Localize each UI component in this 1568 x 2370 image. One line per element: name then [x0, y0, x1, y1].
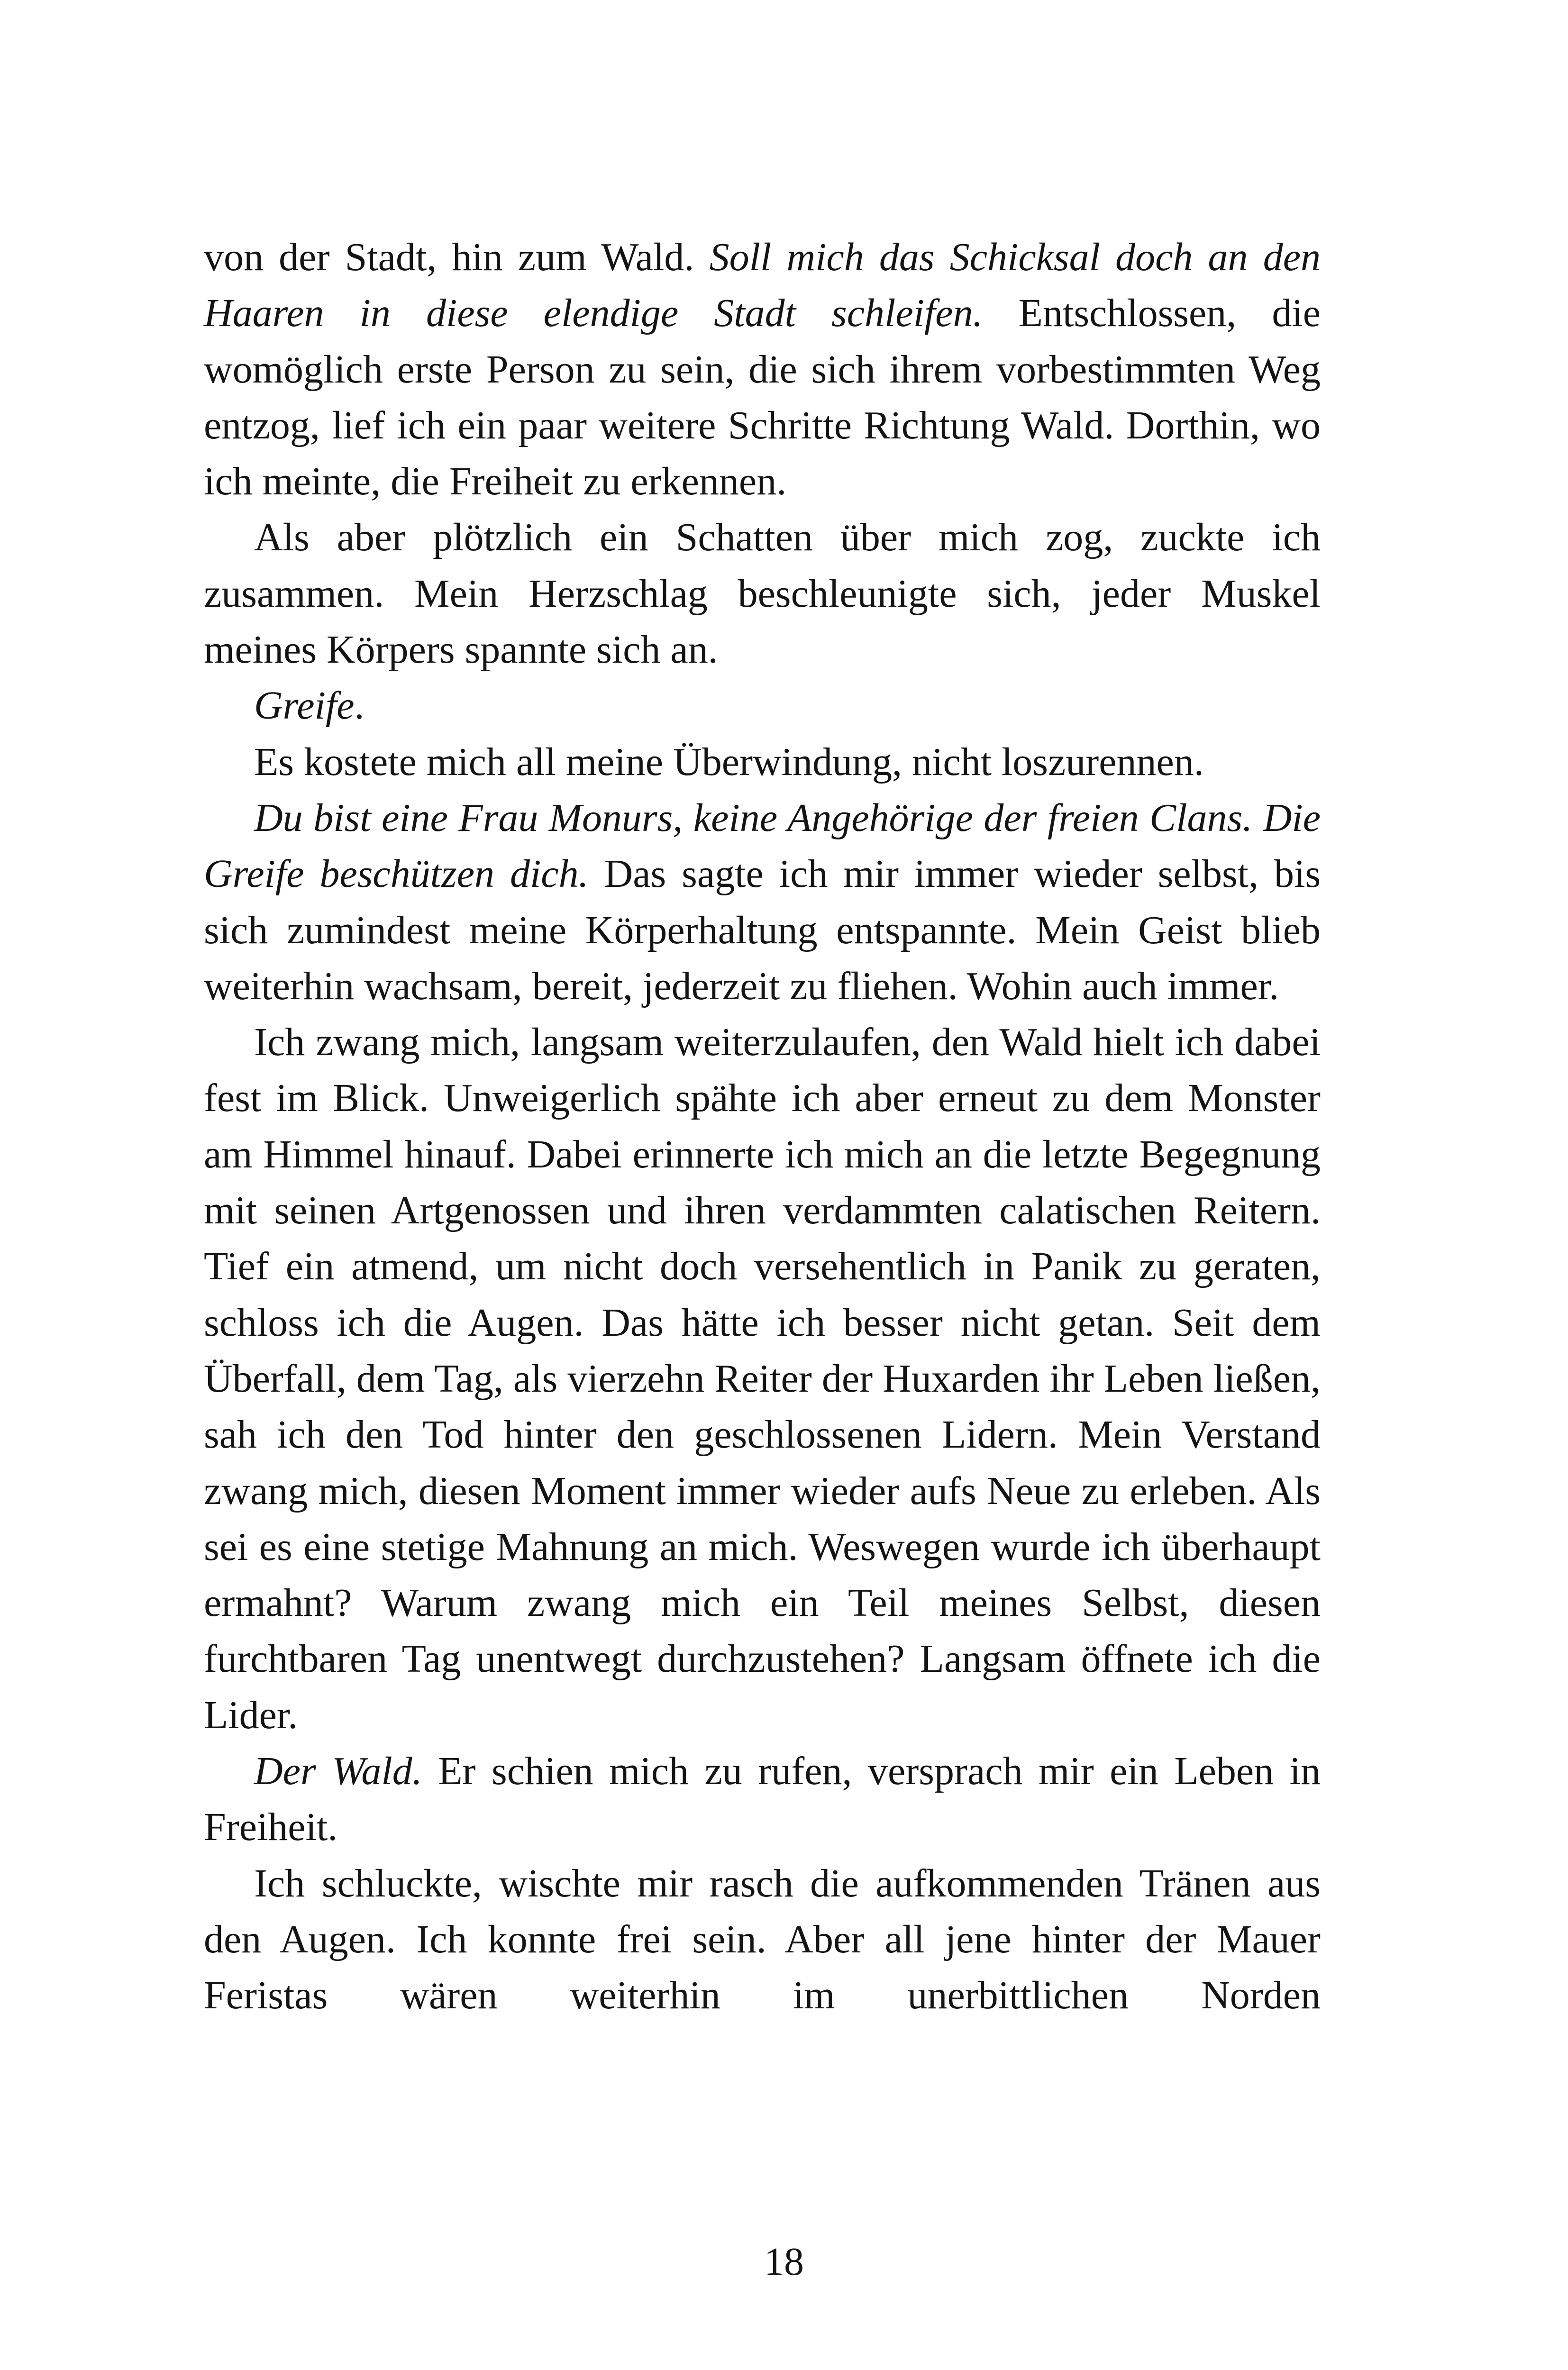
paragraph — [204, 1743, 1321, 1856]
text-segment: Als aber plötzlich ein Schatten über mich zog, zuckte ich zusammen. Mein Herzschlag beschleunigte sich, jeder Muskel meines Körpers spannte sich an. — [204, 515, 1321, 672]
italic-text-segment: Greife — [254, 684, 355, 728]
paragraph — [204, 734, 1321, 790]
text-segment: . — [354, 684, 365, 728]
paragraph — [204, 229, 1321, 510]
paragraph — [204, 1014, 1321, 1743]
page-number: 18 — [764, 2240, 804, 2284]
text-segment: Ich zwang mich, langsam weiterzulaufen, den Wald hielt ich dabei fest im Blick. Unweigerlich spähte ich aber erneut zu dem Monster am Himmel hinauf. Dabei erinnerte ich mich an die letzte Begegnung mit seinen Artgenossen und ihren verdammten calatischen Reitern. Tief ein atmend, um nicht doch versehentlich in Panik zu geraten, schloss ich die Augen. Das hätte ich besser nicht getan. Seit dem Überfall, dem Tag, als vierzehn Reiter der Huxarden ihr Leben ließen, sah ich den Tod hinter den geschlossenen Lidern. Mein Verstand zwang mich, diesen Moment immer wieder aufs Neue zu erleben. Als sei es eine stetige Mahnung an mich. Weswegen wurde ich überhaupt ermahnt? Warum zwang mich ein Teil meines Selbst, diesen furchtbaren Tag unentwegt durchzustehen? Langsam öffnete ich die Lider. — [204, 1020, 1321, 1737]
italic-text-segment: Du bist eine Frau Monurs, keine Angehörige der freien Clans. Die Greife beschützen dich. — [204, 795, 1321, 896]
text-segment: Entschlossen, die womöglich erste Person zu sein, die sich ihrem vorbestimmten Weg entzog, lief ich ein paar weitere Schritte Richtung Wald. Dorthin, wo ich meinte, die Freiheit zu erkennen. — [204, 291, 1321, 504]
text-segment: Es kostete mich all meine Überwindung, nicht loszurennen. — [254, 739, 1204, 784]
text-segment: Er schien mich zu rufen, versprach mir ein Leben in Freiheit. — [204, 1749, 1321, 1850]
paragraph — [204, 510, 1321, 678]
paragraph — [204, 790, 1321, 1014]
text-segment: Das sagte ich mir immer wieder selbst, bis sich zumindest meine Körperhaltung entspannte. Mein Geist blieb weiterhin wachsam, bereit, jederzeit zu fliehen. Wohin auch immer. — [204, 852, 1321, 1008]
text-segment: Ich schluckte, wischte mir rasch die aufkommenden Tränen aus den Augen. Ich konnte frei sein. Aber all jene hinter der Mauer Feristas wären weiterhin im unerbittlichen Norden — [204, 1861, 1321, 2018]
italic-text-segment: Der Wald. — [254, 1749, 422, 1794]
paragraph — [204, 678, 1321, 734]
text-segment: von der Stadt, hin zum Wald. — [204, 235, 710, 279]
paragraph — [204, 1856, 1321, 2024]
italic-text-segment: Soll mich das Schicksal doch an den Haaren in diese elendige Stadt schleifen. — [204, 235, 1321, 336]
page-body-text — [204, 229, 1321, 2024]
